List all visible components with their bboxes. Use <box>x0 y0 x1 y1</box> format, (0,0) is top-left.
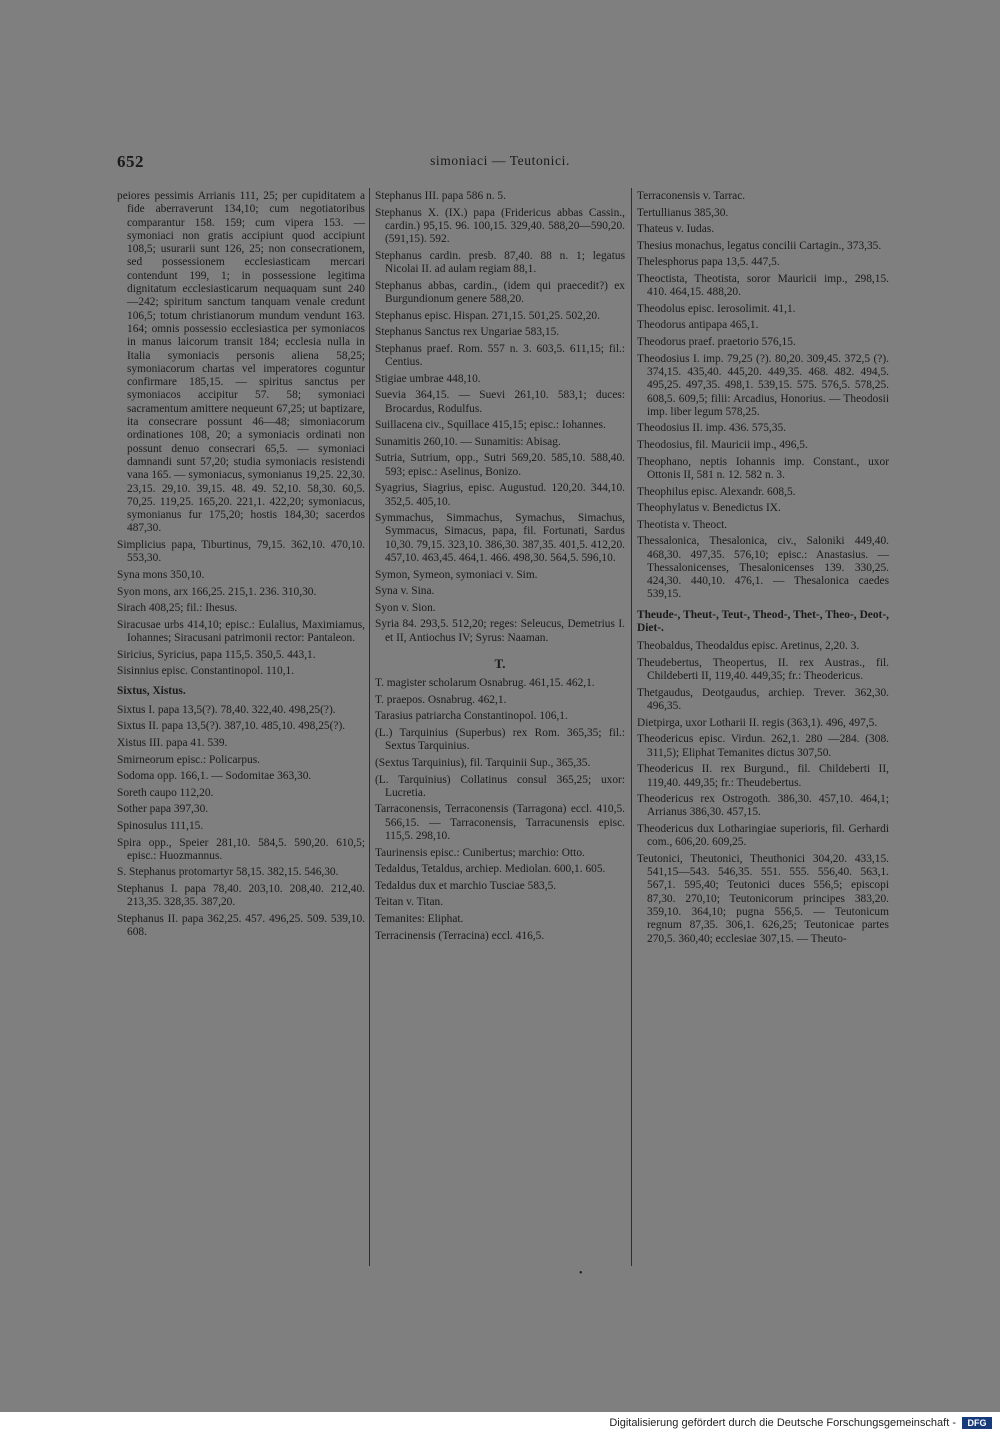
section-heading: Theude-, Theut-, Teut-, Theod-, Thet-, Theo-, Deot-, Diet-. <box>637 608 889 635</box>
index-entry: Stephanus III. papa 586 n. 5. <box>375 190 506 202</box>
index-entry: Thessalonica, Thesalonica, civ., Saloniki 449,40. 468,30. 497,35. 576,10; episc.: Anastasius. — Thessalonicenses, Thesalonicenses 139. 330,25. 424,30. 440,10. 476,1. — Thesalonica caedes 539,15. <box>637 535 889 601</box>
footer-bar <box>0 1412 1000 1434</box>
index-entry: Stephanus abbas, cardin., (idem qui praecedit?) ex Burgundionum genere 588,20. <box>375 279 625 305</box>
index-entry: Dietpirga, uxor Lotharii II. regis (363,1). 496, 497,5. <box>637 716 878 729</box>
index-entry: Thesius monachus, legatus concilii Cartagin., 373,35. <box>637 239 882 252</box>
index-entry: Stephanus praef. Rom. 557 n. 3. 603,5. 611,15; fil.: Centius. <box>375 342 625 369</box>
index-column-left <box>117 190 365 943</box>
index-entry: Stephanus Sanctus rex Ungariae 583,15. <box>375 326 560 339</box>
index-entry: Syon v. Sion. <box>375 601 436 614</box>
index-entry: Theodosius, fil. Mauricii imp., 496,5. <box>637 439 808 452</box>
index-entry: Syna v. Sina. <box>375 585 435 598</box>
index-entry: Theophano, neptis Iohannis imp. Constant., uxor Ottonis II, 581 n. 12. 582 n. 3. <box>637 455 889 481</box>
running-head: simoniaci — Teutonici. <box>430 153 570 168</box>
index-entry: Terraconensis v. Tarrac. <box>637 190 746 202</box>
index-entry: Spira opp., Speier 281,10. 584,5. 590,20. 610,5; episc.: Huozmannus. <box>117 836 365 862</box>
index-entry: Syna mons 350,10. <box>117 568 205 581</box>
index-entry: Symmachus, Simmachus, Symachus, Simachus, Symmacus, Simacus, papa, fil. Fortunati, Sardus 10,30. 79,15. 323,10. 386,30. 387,35. 401,5. 412,20. 457,10. 463,45. 464,1. 466. 498,30. 564,5. 596,10. <box>375 512 625 564</box>
index-entry: Suevia 364,15. — Suevi 261,10. 583,1; duces: Brocardus, Rodulfus. <box>375 389 625 415</box>
index-entry: Taurinensis episc.: Cunibertus; marchio: Otto. <box>375 846 585 859</box>
index-entry: Sother papa 397,30. <box>117 803 209 816</box>
index-entry: Suillacena civ., Squillace 415,15; episc.: Iohannes. <box>375 419 606 432</box>
signature-mark: • <box>579 1268 583 1279</box>
index-column-right <box>637 190 889 949</box>
index-entry: peiores pessimis Arrianis 111, 25; per cupiditatem a fide aberraverunt 134,10; cum negotiatoribus comparantur 158. 159; cum vipera 153. — symoniaci non gratis accipiunt quod accipiunt 108,5; usurarii sunt 126, 25; non consecrationem, sed possessionem ecclesiasticam mercari contendunt 199, 1; in possessione legitima dignitatum ecclesiasticarum nequaquam sunt 240 —242; spiritum sanctum tanquam venale credunt 106,5; totum christianorum mundum vendunt 163. 164; omnis possessio ecclesiastica per symoniacos in manus laicorum transit 184; ecclesia nulla in Italia symoniacis personis aliena 58,25; symoniacorum chartas vel imperatores coguntur confirmare 185,15. — spiritus sanctus per symoniacos accipitur 57. 58; symoniaci sacramentum amittere nequeunt 67,25; ut baptizare, ita consecrare possunt 46—48; simoniacorum ordinationes 108, 20; a symoniacis ordinati non possunt denuo consecrari 65,5. — symoniaci damnandi sunt 57,20; studia symoniacis resistendi vana 165. — symoniacus, symonianus 19,25. 22,30. 23,15. 29,10. 39,15. 48. 49. 52,10. 58,30. 60,5. 70,25. 119,25. 165,20. 221,1. 422,20; symoniacus, symonianus fur 175,20; hostis 184,30; sacerdos 487,30. <box>117 190 365 535</box>
index-entry: Thetgaudus, Deotgaudus, archiep. Trever. 362,30. 496,35. <box>637 686 889 713</box>
index-entry: Stephanus II. papa 362,25. 457. 496,25. 509. 539,10. 608. <box>117 912 365 939</box>
index-entry: Theophylatus v. Benedictus IX. <box>637 502 781 515</box>
index-entry: Sixtus I. papa 13,5(?). 78,40. 322,40. 498,25(?). <box>117 703 336 716</box>
index-entry: Theodorus praef. praetorio 576,15. <box>637 336 796 349</box>
index-entry: Theodosius II. imp. 436. 575,35. <box>637 422 787 435</box>
index-entry: S. Stephanus protomartyr 58,15. 382,15. 546,30. <box>117 866 339 879</box>
index-entry: Tedaldus, Tetaldus, archiep. Mediolan. 600,1. 605. <box>375 863 606 876</box>
index-entry: Sutria, Sutrium, opp., Sutri 569,20. 585,10. 588,40. 593; episc.: Aselinus, Bonizo. <box>375 452 625 478</box>
index-entry: T. magister scholarum Osnabrug. 461,15. 462,1. <box>375 677 595 690</box>
index-entry: Tertullianus 385,30. <box>637 206 729 219</box>
index-entry: Sirach 408,25; fil.: Ihesus. <box>117 602 238 615</box>
index-entry: Tedaldus dux et marchio Tusciae 583,5. <box>375 879 557 892</box>
index-entry: Theodolus episc. Ierosolimit. 41,1. <box>637 302 796 315</box>
index-entry: Symon, Symeon, symoniaci v. Sim. <box>375 568 538 581</box>
index-entry: Theodericus II. rex Burgund., fil. Childeberti II, 119,40. 449,35; fr.: Theudebertus. <box>637 763 889 789</box>
index-entry: Stephanus episc. Hispan. 271,15. 501,25. 502,20. <box>375 309 600 322</box>
dfg-logo: DFG <box>962 1417 992 1429</box>
index-entry: Theotista v. Theoct. <box>637 518 728 531</box>
index-entry: (L.) Tarquinius (Superbus) rex Rom. 365,35; fil.: Sextus Tarquinius. <box>375 727 625 753</box>
index-entry: Smirneorum episc.: Policarpus. <box>117 753 260 766</box>
index-entry: Sunamitis 260,10. — Sunamitis: Abisag. <box>375 435 561 448</box>
index-entry: Siracusae urbs 414,10; episc.: Eulalius, Maximiamus, Iohannes; Siracusani patrimonii rector: Pantaleon. <box>117 618 365 644</box>
index-entry: Stephanus X. (IX.) papa (Fridericus abbas Cassin., cardin.) 95,15. 96. 100,15. 329,40. 588,20—590,20. (591,15). 592. <box>375 206 625 246</box>
index-entry: Spinosulus 111,15. <box>117 819 204 832</box>
index-entry: Soreth caupo 112,20. <box>117 786 214 799</box>
index-entry: Syon mons, arx 166,25. 215,1. 236. 310,30. <box>117 585 317 598</box>
index-entry: (L. Tarquinius) Collatinus consul 365,25; uxor: Lucretia. <box>375 773 625 799</box>
index-entry: Teutonici, Theutonici, Theuthonici 304,20. 433,15. 541,15—543. 546,35. 551. 555. 556,40. 563,1. 567,1. 595,40; Teutonici duces 556,5; episcopi 87,30. 270,10; Teutonicorum principes 383,20. 359,10. 364,10; pugna 556,5. — Teutonicum regnum 87,35. 306,1. 626,25; Teutonicae partes 270,5. 360,40; ecclesiae 307,15. — Theuto- <box>637 852 889 945</box>
page-number: 652 <box>117 152 144 171</box>
index-entry: Theodosius I. imp. 79,25 (?). 80,20. 309,45. 372,5 (?). 374,15. 435,40. 445,20. 449,35. 468. 482. 494,5. 495,25. 497,35. 498,1. 539,15. 575. 576,5. 578,25. 608,5. 609,5; filii: Arcadius, Honorius. — Theodosii imp. liber legum 578,25. <box>637 352 889 418</box>
index-entry: Sodoma opp. 166,1. — Sodomitae 363,30. <box>117 770 312 783</box>
index-entry: Thateus v. Iudas. <box>637 223 715 236</box>
index-entry: Temanites: Eliphat. <box>375 912 464 925</box>
index-entry: Stephanus cardin. presb. 87,40. 88 n. 1; legatus Nicolai II. ad aulam regiam 88,1. <box>375 249 625 276</box>
index-entry: (Sextus Tarquinius), fil. Tarquinii Sup., 365,35. <box>375 756 591 769</box>
index-entry: Tarasius patriarcha Constantinopol. 106,1. <box>375 710 568 723</box>
index-entry: Theodericus rex Ostrogoth. 386,30. 457,10. 464,1; Arrianus 386,30. 457,15. <box>637 793 889 819</box>
index-entry: Sisinnius episc. Constantinopol. 110,1. <box>117 665 295 678</box>
index-entry: Terracinensis (Terracina) eccl. 416,5. <box>375 929 545 942</box>
index-entry: Stigiae umbrae 448,10. <box>375 372 481 385</box>
index-entry: Theophilus episc. Alexandr. 608,5. <box>637 485 796 498</box>
footer-credit: Digitalisierung gefördert durch die Deutsche Forschungsgemeinschaft - <box>609 1417 956 1429</box>
section-heading: Sixtus, Xistus. <box>117 685 186 698</box>
index-entry: Sixtus II. papa 13,5(?). 387,10. 485,10. 498,25(?). <box>117 720 346 733</box>
index-entry: Theodericus dux Lotharingiae superioris, fil. Gerhardi com., 606,20. 609,25. <box>637 823 889 849</box>
index-entry: T. praepos. Osnabrug. 462,1. <box>375 693 507 706</box>
index-entry: Tarraconensis, Terraconensis (Tarragona) eccl. 410,5. 566,15. — Tarraconensis, Tarracunensis episc. 115,5. 298,10. <box>375 803 625 842</box>
index-entry: Syagrius, Siagrius, episc. Augustud. 120,20. 344,10. 352,5. 405,10. <box>375 482 625 508</box>
index-entry: Teitan v. Titan. <box>375 896 444 909</box>
index-entry: Theobaldus, Theodaldus episc. Aretinus, 2,20. 3. <box>637 640 860 653</box>
letter-heading: T. <box>494 655 506 671</box>
index-entry: Siricius, Syricius, papa 115,5. 350,5. 443,1. <box>117 648 316 661</box>
index-entry: Simplicius papa, Tiburtinus, 79,15. 362,10. 470,10. 553,30. <box>117 539 365 565</box>
column-divider <box>631 188 632 1266</box>
index-entry: Theudebertus, Theopertus, II. rex Austras., fil. Childeberti II, 119,40. 449,35; fr.: Theodericus. <box>637 656 889 683</box>
index-entry: Theodericus episc. Virdun. 262,1. 280 —284. (308. 311,5); Eliphat Temanites dictus 307,50. <box>637 733 889 759</box>
index-column-middle <box>375 190 625 946</box>
index-entry: Syria 84. 293,5. 512,20; reges: Seleucus, Demetrius I. et II, Antiochus IV; Syrus: Naaman. <box>375 618 625 644</box>
index-entry: Theodorus antipapa 465,1. <box>637 319 759 332</box>
index-entry: Xistus III. papa 41. 539. <box>117 736 228 749</box>
index-entry: Theoctista, Theotista, soror Mauricii imp., 298,15. 410. 464,15. 488,20. <box>637 272 889 299</box>
index-entry: Stephanus I. papa 78,40. 203,10. 208,40. 212,40. 213,35. 328,35. 387,20. <box>117 883 365 909</box>
column-divider <box>369 188 370 1266</box>
index-entry: Thelesphorus papa 13,5. 447,5. <box>637 256 780 269</box>
